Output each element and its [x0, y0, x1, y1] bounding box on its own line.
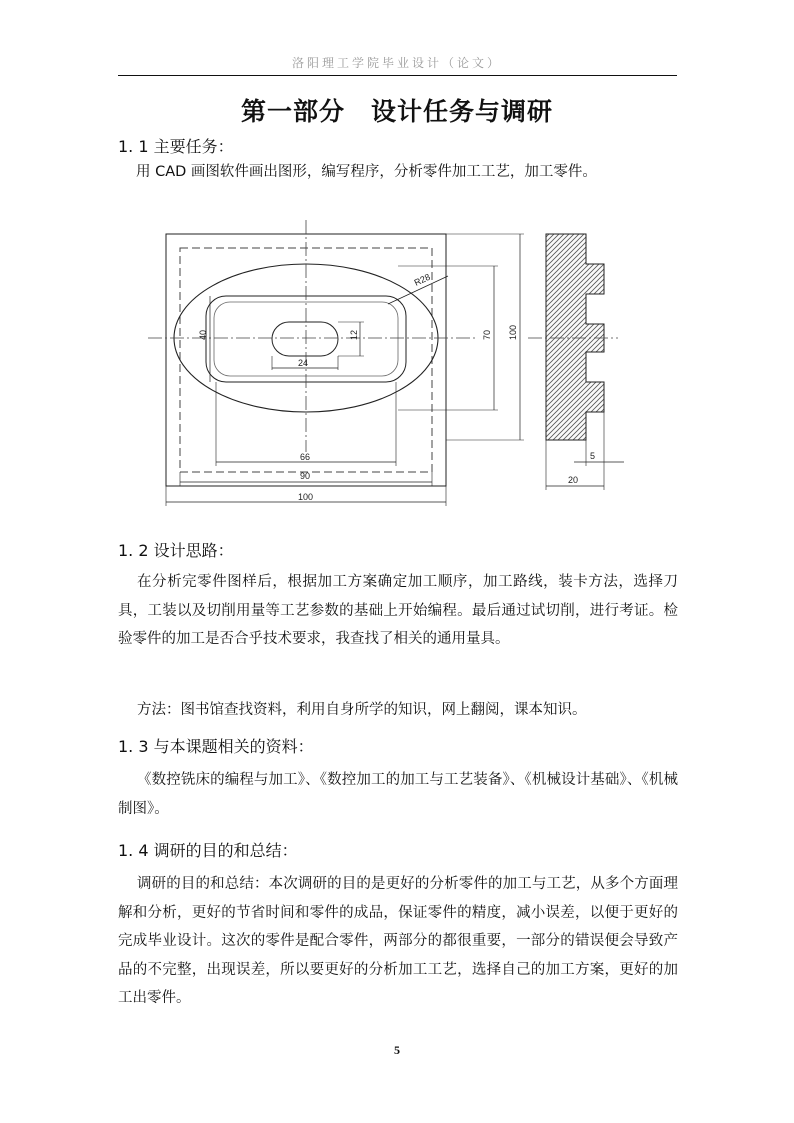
dim-66: 66	[300, 452, 311, 462]
dim-90: 90	[300, 471, 311, 481]
dim-24: 24	[298, 358, 309, 368]
section-heading-1-3: 1. 3 与本课题相关的资料：	[118, 737, 314, 756]
section-1-2-paragraph-1: 在分析完零件图样后，根据加工方案确定加工顺序，加工路线，装卡方法，选择刀具，工装以及切削用量等工艺参数的基础上开始编程。最后通过试切削，进行考证。检验零件的加工是否合乎技术要求，我查找了相关的通用量具。	[118, 574, 678, 647]
side-section	[546, 234, 604, 440]
section-1-3-paragraph: 《数控铣床的编程与加工》、《数控加工的加工与工艺装备》、《机械设计基础》、《机械制图》。	[118, 772, 678, 817]
dim-12: 12	[349, 329, 359, 340]
page-title: 第一部分 设计任务与调研	[240, 97, 553, 126]
section-heading-1-4: 1. 4 调研的目的和总结：	[118, 841, 298, 860]
section-heading-1-1: 1. 1 主要任务：	[118, 137, 234, 156]
dim-40: 40	[198, 329, 208, 340]
header-rule	[118, 75, 677, 76]
page-number: 5	[394, 1043, 400, 1057]
dim-20: 20	[568, 475, 579, 485]
dim-5: 5	[590, 451, 596, 461]
slot	[272, 322, 338, 356]
section-1-4-paragraph: 调研的目的和总结：本次调研的目的是更好的分析零件的加工与工艺，从多个方面理解和分析，更好的节省时间和零件的成品，保证零件的精度，减小误差，以便于更好的完成毕业设计。这次的零件是配合零件，两部分的都很重要，一部分的错误便会导致产品的不完整，出现误差，所以要更好的分析加工工艺，选择自己的加工方案，更好的加工出零件。	[118, 876, 678, 1006]
dim-100-horizontal: 100	[298, 492, 314, 502]
section-heading-1-2: 1. 2 设计思路：	[118, 541, 234, 560]
running-header: 洛阳理工学院毕业设计（论文）	[291, 56, 502, 70]
dim-r28: R28	[412, 271, 432, 288]
section-1-2-paragraph-2: 方法：图书馆查找资料，利用自身所学的知识，网上翻阅，课本知识。	[137, 702, 587, 718]
dim-70: 70	[482, 329, 492, 340]
section-1-1-paragraph: 用 CAD 画图软件画出图形，编写程序，分析零件加工工艺，加工零件。	[136, 164, 597, 180]
part-drawing	[148, 220, 628, 512]
dim-100-vertical: 100	[508, 324, 518, 340]
